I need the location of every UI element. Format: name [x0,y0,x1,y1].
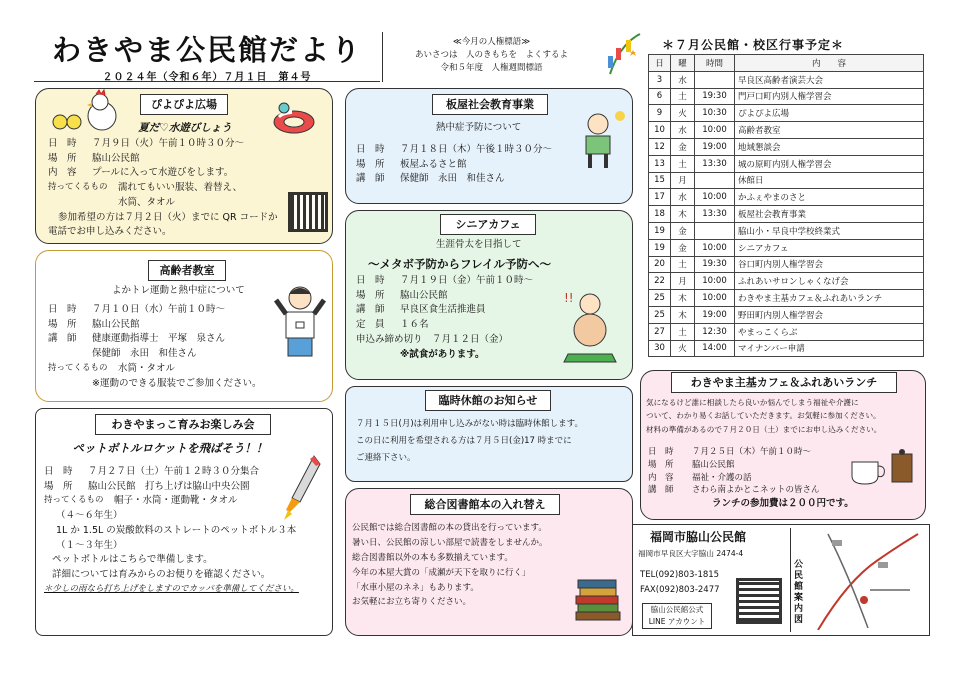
motto-text: あいさつは 人のきもちを よくするよ [414,49,568,60]
schedule-time [695,222,735,239]
schedule-header-content: 内 容 [735,55,924,72]
koreisha-date: ７月１０日（水）午前１０時～ [92,304,226,315]
piyo-details [48,137,278,240]
schedule-time: 13:30 [695,206,735,223]
schedule-weekday: 土 [671,155,695,172]
schedule-row [649,290,924,307]
library-line6: お気軽にお立ち寄りください。 [352,597,472,608]
schedule-event: 城の原町内別人権学習会 [735,155,924,172]
library-line2: 暑い日、公民館の涼しい部屋で読書をしませんか。 [352,537,548,548]
schedule-event: マイナンバー申請 [735,340,924,357]
kosodate-subtitle: ペットボトルロケットを飛ばそう！！ [72,441,268,455]
schedule-time: 10:00 [695,239,735,256]
itaya-lecturer: 保健師 永田 和佳さん [400,173,505,185]
schedule-event: 脇山小・早良中学校終業式 [735,222,924,239]
schedule-event: 早良区高齢者演芸大会 [735,71,924,88]
schedule-event: 高齢者教室 [735,122,924,139]
schedule-event: 野田町内別人権学習会 [735,306,924,323]
schedule-event: シニアカフェ [735,239,924,256]
schedule-row [649,222,924,239]
cafe-description [646,396,881,436]
library-line4: 今年の本屋大賞の「成瀬が天下を取りに行く」 [352,567,531,578]
cafe-fee: ランチの参加費は２００円です。 [712,498,854,509]
itaya-details [356,143,552,187]
koreisha-place: 脇山公民館 [92,318,140,330]
schedule-time [695,71,735,88]
schedule-weekday: 金 [671,239,695,256]
koreisha-bring-label: 持ってくるもの [48,362,108,373]
senior-headline: ～メタボ予防からフレイル予防へ～ [368,257,551,271]
cafe-place: 脇山公民館 [692,459,735,470]
schedule-header-time: 時間 [695,55,735,72]
koreisha-lecturer2: 保健師 永田 和佳さん [92,348,197,360]
piyo-subtitle: 夏だ♡水遊びしょう [138,122,232,134]
schedule-weekday: 水 [671,189,695,206]
svg-text:!!: !! [564,291,574,305]
schedule-weekday: 金 [671,222,695,239]
schedule-header-day: 日 [649,55,671,72]
schedule-time: 13:30 [695,155,735,172]
koreisha-subtitle: よかトレ運動と熱中症について [112,285,245,296]
closure-line3: ご連絡下さい。 [356,452,416,463]
itaya-label-date: 日 時 [356,144,385,155]
schedule-event: 地域懇談会 [735,138,924,155]
schedule-day: 9 [649,105,671,122]
cafe-label-content: 内 容 [648,472,674,483]
cafe-details [648,446,854,511]
piyo-place: 脇山公民館 [92,152,140,164]
kosodate-date: ７月２７日（土）午前１２時３０分集合 [88,466,260,477]
koreisha-label-date: 日 時 [48,304,77,315]
piyo-bring: 濡れてもいい服装、着替え、 [118,182,243,194]
line-qr-code[interactable] [736,578,782,624]
schedule-time [695,172,735,189]
schedule-weekday: 土 [671,323,695,340]
schedule-event: ふれあいサロンしゃくなげ会 [735,273,924,290]
senior-capacity: １６名 [400,319,429,331]
kosodate-label-date: 日 時 [44,466,73,477]
schedule-time: 19:00 [695,138,735,155]
schedule-row [649,323,924,340]
senior-label-lecturer: 講 師 [356,304,385,316]
contact-fax: FAX(092)803-2477 [640,585,720,595]
schedule-row [649,122,924,139]
schedule-row [649,155,924,172]
kosodate-title: わきやまっこ育みお楽しみ会 [95,414,271,435]
issue-date: ２０２４年（令和６年）７月１日 第４号 [102,72,312,83]
schedule-time: 12:30 [695,323,735,340]
piyo-note1: 参加希望の方は７月２日（火）までに QR コードか [58,211,278,223]
cafe-lecturer: さわら南よかとこネットの皆さん [692,485,820,496]
library-line3: 総合図書館以外の本も多数揃えています。 [352,552,513,563]
cafe-line2: ついて、わかり易くお話していただきます。お気軽に参加ください。 [646,411,881,421]
schedule-event: 板屋社会教育事業 [735,206,924,223]
swim-ring-icon [270,100,318,136]
schedule-day: 18 [649,206,671,223]
kosodate-grade2: （１～３年生） [56,539,123,551]
coffee-icon [848,448,918,486]
line-account-box [642,603,712,629]
schedule-day: 3 [649,71,671,88]
schedule-weekday: 土 [671,88,695,105]
schedule-row [649,239,924,256]
schedule-row [649,189,924,206]
itaya-date: ７月１８日（木）午後１時３０分～ [400,144,553,155]
schedule-day: 19 [649,239,671,256]
piyo-label-date: 日 時 [48,138,77,149]
cafe-line3: 材料の準備があるので７月２０日（土）までにお申し込みください。 [646,424,882,434]
page-title: わきやま公民館だより [51,33,362,67]
cafe-date: ７月２５日（木）午前１０時～ [692,447,812,457]
schedule-event: 門戸口町内別人権学習会 [735,88,924,105]
schedule-row [649,105,924,122]
schedule-day: 25 [649,290,671,307]
schedule-weekday: 水 [671,71,695,88]
schedule-weekday: 月 [671,172,695,189]
schedule-row [649,340,924,357]
senior-title: シニアカフェ [440,214,536,235]
itaya-place: 板屋ふるさと館 [400,158,467,170]
chicks-icon [44,88,124,136]
kosodate-bring: 帽子・水筒・運動靴・タオル [114,495,238,507]
schedule-row [649,172,924,189]
access-map [808,530,920,630]
senior-deadline: 申込み締め切り ７月１２日（金） [356,333,509,345]
schedule-weekday: 火 [671,105,695,122]
senior-details [356,274,533,362]
schedule-row [649,138,924,155]
schedule-time: 10:00 [695,122,735,139]
kosodate-note2: 詳細については育みからのお便りを確認ください。 [52,569,271,581]
schedule-header-weekday: 曜 [671,55,695,72]
schedule-weekday: 月 [671,273,695,290]
cafe-line1: 気になるけど誰に相談したら良いか悩んでしまう福祉や介護に [646,398,859,407]
masthead [34,32,380,82]
motto-source: 令和５年度 人権週間標語 [440,62,543,73]
piyo-label-place: 場 所 [48,152,77,164]
exercise-man-icon [272,282,328,364]
motto-box [382,32,600,82]
senior-date: ７月１９日（金）午前１０時～ [400,275,534,286]
schedule-time: 19:30 [695,88,735,105]
closure-title: 臨時休館のお知らせ [425,390,551,411]
piyo-date: ７月９日（火）午前１０時３０分～ [92,138,245,149]
kosodate-place: 脇山公民館 打ち上げは脇山中央公園 [88,480,250,492]
schedule-event: 谷口町内別人権学習会 [735,256,924,273]
piyo-bring2: 水筒、タオル [118,196,176,208]
schedule-row [649,206,924,223]
kosodate-bring-label: 持ってくるもの [44,495,104,506]
line-label2: LINE アカウント [648,617,706,626]
schedule-title: ＊７月公民館・校区行事予定＊ [662,38,845,52]
kosodate-item: 1L か 1.5L の炭酸飲料のストレートのペットボトル３本 [56,524,297,536]
itaya-label-lecturer: 講 師 [356,173,385,185]
kosodate-note1: ペットボトルはこちらで準備します。 [52,554,213,566]
schedule-day: 22 [649,273,671,290]
schedule-weekday: 金 [671,138,695,155]
senior-subtitle: 生涯骨太を目指して [436,239,522,250]
schedule-row [649,306,924,323]
kosodate-details [44,465,299,596]
heatstroke-icon [572,108,628,172]
schedule-day: 19 [649,222,671,239]
contact-address: 福岡市早良区大字脇山 2474-4 [638,549,744,558]
schedule-time: 10:30 [695,105,735,122]
kosodate-label-place: 場 所 [44,480,73,492]
cafe-title: わきやま主基カフェ＆ふれあいランチ [671,372,897,393]
koreisha-details [48,303,261,391]
closure-details [356,418,583,464]
piyo-label-content: 内 容 [48,167,77,179]
schedule-event: かふぇやまのさと [735,189,924,206]
kosodate-grade1: （４～６年生） [56,510,123,522]
itaya-subtitle: 熱中症予防について [436,122,522,133]
schedule-time: 14:00 [695,340,735,357]
schedule-time: 19:30 [695,256,735,273]
senior-note: ※試食があります。 [400,348,485,360]
schedule-weekday: 木 [671,290,695,307]
piyo-qr-code[interactable] [288,192,328,232]
schedule-weekday: 火 [671,340,695,357]
senior-label-capacity: 定 員 [356,319,385,331]
senior-lecturer: 早良区食生活推進員 [400,304,486,316]
schedule-weekday: 水 [671,122,695,139]
piyo-note2: 電話でお申し込みください。 [48,226,172,238]
schedule-weekday: 木 [671,306,695,323]
schedule-table [648,54,924,357]
itaya-title: 板屋社会教育事業 [432,94,548,115]
motto-label: ≪今月の人権標語≫ [452,37,531,47]
tanabata-icon [600,30,650,76]
schedule-event: ぴよぴよ広場 [735,105,924,122]
closure-line2: この日に利用を希望される方は７月５日(金)17 時までに [356,435,572,446]
library-title: 総合図書館本の入れ替え [410,494,560,515]
scale-man-icon [560,288,624,368]
koreisha-note: ※運動のできる服装でご参加ください。 [92,377,262,389]
cafe-label-lecturer: 講 師 [648,485,674,496]
schedule-weekday: 木 [671,206,695,223]
library-details [352,521,548,610]
schedule-event: やまっこくらぶ [735,323,924,340]
schedule-day: 15 [649,172,671,189]
piyo-content: プールに入って水遊びをします。 [92,167,234,179]
koreisha-label-place: 場 所 [48,318,77,330]
schedule-day: 25 [649,306,671,323]
schedule-header-row [649,55,924,72]
schedule-day: 30 [649,340,671,357]
schedule-row [649,256,924,273]
library-line1: 公民館では総合図書館の本の貸出を行っています。 [352,523,547,533]
cafe-label-date: 日 時 [648,447,674,457]
koreisha-bring: 水筒・タオル [118,362,176,374]
schedule-time: 10:00 [695,290,735,307]
line-label1: 脇山公民館公式 [650,605,704,614]
schedule-day: 13 [649,155,671,172]
books-icon [572,572,624,624]
schedule-time: 10:00 [695,189,735,206]
koreisha-lecturer1: 健康運動指導士 平塚 泉さん [92,333,226,345]
schedule-day: 12 [649,138,671,155]
cafe-label-place: 場 所 [648,459,674,470]
schedule-day: 20 [649,256,671,273]
contact-name: 福岡市脇山公民館 [650,530,747,544]
schedule-day: 6 [649,88,671,105]
closure-line1: ７月１５日(月)は利用申し込みがない時は臨時休館します。 [356,419,583,429]
schedule-row [649,273,924,290]
kosodate-note3: ＊少しの雨なら打ち上げをしますのでカッパを準備してください。 [44,583,299,594]
itaya-label-place: 場 所 [356,158,385,170]
schedule-day: 17 [649,189,671,206]
senior-label-date: 日 時 [356,275,385,286]
schedule-row [649,71,924,88]
cafe-content: 福祉・介護の話 [692,472,752,483]
schedule-time: 19:00 [695,306,735,323]
schedule-event: 休館日 [735,172,924,189]
piyo-bring-label: 持ってくるもの [48,182,108,193]
schedule-row [649,88,924,105]
library-line5: 「水車小屋のネネ」もあります。 [352,582,479,593]
map-label: 公民館案内図 [794,560,804,625]
schedule-time: 10:00 [695,273,735,290]
koreisha-label-lecturer: 講 師 [48,333,77,345]
contact-tel: TEL(092)803-1815 [640,570,720,580]
senior-place: 脇山公民館 [400,289,448,301]
schedule-event: わきやま主基カフェ＆ふれあいランチ [735,290,924,307]
schedule-day: 27 [649,323,671,340]
piyo-title: ぴよぴよ広場 [140,94,228,115]
senior-label-place: 場 所 [356,289,385,301]
schedule-weekday: 土 [671,256,695,273]
schedule-day: 10 [649,122,671,139]
koreisha-title: 高齢者教室 [148,260,226,281]
